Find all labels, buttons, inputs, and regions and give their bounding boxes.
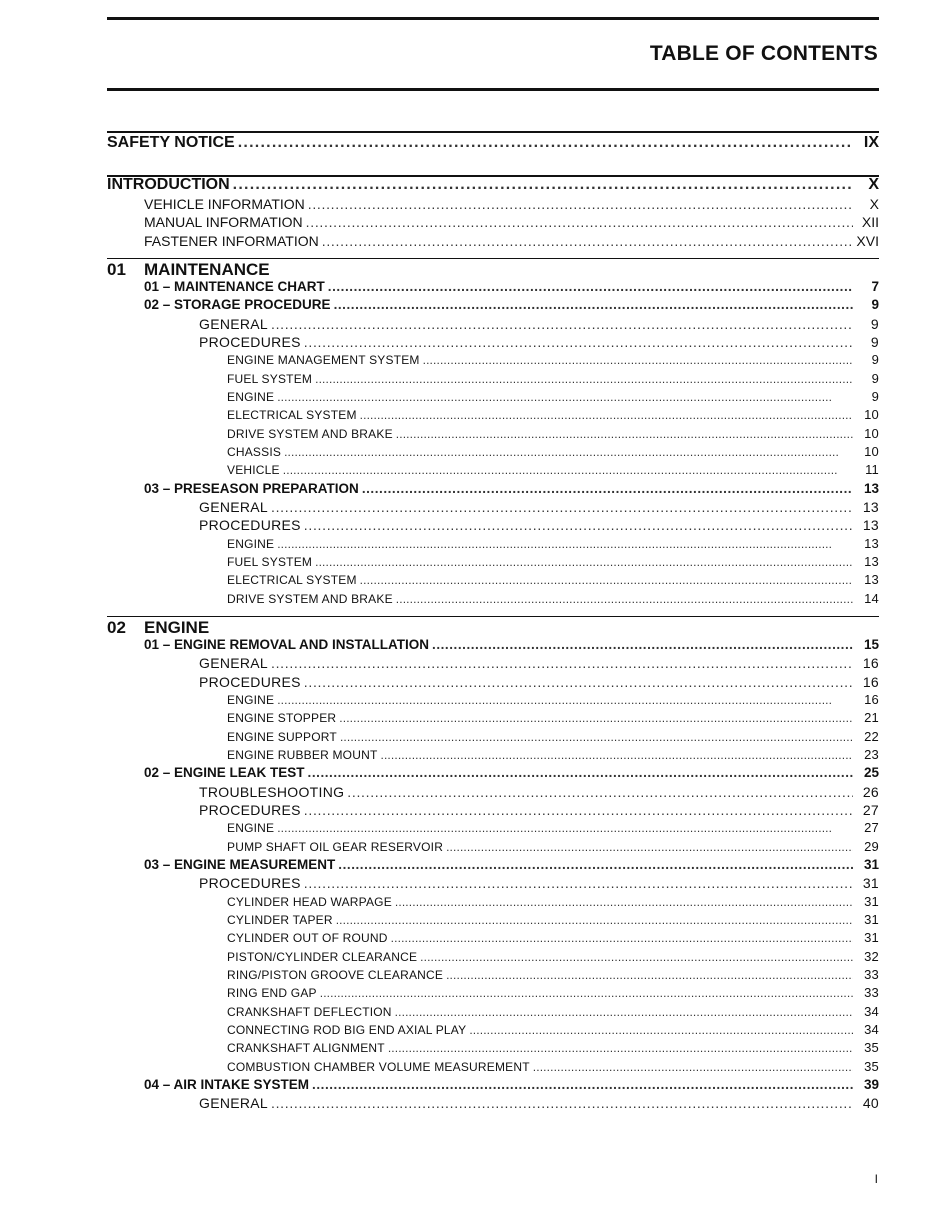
dot-leader <box>395 895 853 909</box>
toc-entry <box>0 1004 879 1019</box>
toc-entry-page: 14 <box>864 590 879 606</box>
toc-entry-page: 25 <box>863 765 879 781</box>
dot-leader <box>388 1041 853 1055</box>
dot-leader <box>304 802 853 818</box>
toc-entry <box>0 894 879 909</box>
toc-entry-page: 34 <box>864 1003 879 1019</box>
toc-entry-page: 33 <box>864 966 879 982</box>
toc-entry-page: 13 <box>864 572 879 588</box>
dot-leader <box>277 390 853 404</box>
toc-entry-title: PROCEDURES <box>199 875 301 892</box>
section-number: 01 <box>107 259 126 279</box>
toc-entry-page: 34 <box>864 1021 879 1037</box>
toc-entry-title: PROCEDURES <box>199 517 301 534</box>
dot-leader <box>277 693 853 707</box>
section-title: MAINTENANCE <box>144 259 270 279</box>
toc-entry <box>0 729 879 744</box>
toc-entry-page: 31 <box>864 930 879 946</box>
toc-entry-page: 26 <box>862 783 879 800</box>
dot-leader <box>320 986 853 1000</box>
toc-entry <box>0 444 879 459</box>
toc-entry <box>0 655 879 671</box>
toc-entry <box>0 1077 879 1092</box>
toc-entry-title: ENGINE MANAGEMENT SYSTEM <box>227 353 420 368</box>
toc-entry-page: 15 <box>863 636 879 652</box>
section-heading <box>107 260 270 280</box>
toc-entry <box>0 765 879 780</box>
toc-entry-page: 31 <box>864 893 879 909</box>
toc-entry <box>0 426 879 441</box>
toc-entry-page: 31 <box>864 911 879 927</box>
toc-entry <box>0 196 879 212</box>
toc-entry <box>0 536 879 551</box>
dot-leader <box>339 711 853 725</box>
toc-entry-title: 01 – ENGINE REMOVAL AND INSTALLATION <box>144 636 430 652</box>
section-heading <box>107 618 209 638</box>
toc-entry <box>0 839 879 854</box>
toc-entry-title: VEHICLE INFORMATION <box>144 196 305 212</box>
toc-entry-page: IX <box>863 134 879 151</box>
toc-entry-title: 03 – PRESEASON PREPARATION <box>144 480 359 496</box>
toc-entry <box>0 407 879 422</box>
dot-leader <box>304 875 853 891</box>
toc-entry <box>0 334 879 350</box>
toc-entry-title: CRANKSHAFT DEFLECTION <box>227 1004 392 1019</box>
toc-entry-page: 33 <box>864 985 879 1001</box>
toc-entry <box>0 784 879 800</box>
toc-entry-title: ENGINE STOPPER <box>227 711 337 726</box>
dot-leader <box>360 408 853 422</box>
toc-entry-title: COMBUSTION CHAMBER VOLUME MEASUREMENT <box>227 1059 530 1074</box>
toc-entry <box>0 820 879 835</box>
toc-entry-title: FUEL SYSTEM <box>227 554 313 569</box>
toc-entry <box>0 371 879 386</box>
toc-entry-page: 9 <box>871 370 879 386</box>
toc-entry-page: 16 <box>864 691 879 707</box>
toc-entry-title: FUEL SYSTEM <box>227 371 313 386</box>
dot-leader <box>396 427 853 441</box>
dot-leader <box>277 537 853 551</box>
dot-leader <box>347 784 853 800</box>
toc-entry-page: 13 <box>863 480 879 496</box>
toc-entry <box>0 572 879 587</box>
toc-entry <box>0 279 879 294</box>
toc-entry <box>0 802 879 818</box>
dot-leader <box>420 950 853 964</box>
toc-entry-title: PUMP SHAFT OIL GEAR RESERVOIR <box>227 839 444 854</box>
toc-entry-page: 31 <box>863 856 879 872</box>
toc-entry <box>0 1059 879 1074</box>
dot-leader <box>338 857 853 872</box>
toc-entry-title: DRIVE SYSTEM AND BRAKE <box>227 591 393 606</box>
toc-entry-title: RING END GAP <box>227 986 317 1001</box>
dot-leader <box>315 555 853 569</box>
toc-entry-page: 9 <box>871 297 879 313</box>
toc-entry-page: 10 <box>864 425 879 441</box>
section-rule <box>107 258 879 260</box>
dot-leader <box>308 196 853 212</box>
dot-leader <box>271 316 853 332</box>
dot-leader <box>423 353 853 367</box>
toc-entry <box>0 637 879 652</box>
toc-entry <box>0 517 879 533</box>
toc-entry-title: MANUAL INFORMATION <box>144 214 303 231</box>
toc-entry <box>0 930 879 945</box>
toc-entry-title: INTRODUCTION <box>107 176 230 193</box>
section-number: 02 <box>107 617 126 637</box>
dot-leader <box>469 1023 853 1037</box>
toc-entry-title: ELECTRICAL SYSTEM <box>227 573 357 588</box>
toc-entry-title: PISTON/CYLINDER CLEARANCE <box>227 949 418 964</box>
toc-entry-title: CYLINDER OUT OF ROUND <box>227 931 388 946</box>
toc-entry-page: 13 <box>862 517 879 534</box>
toc-entry-title: GENERAL <box>199 498 269 515</box>
toc-entry <box>0 134 879 152</box>
toc-entry-page: 10 <box>864 443 879 459</box>
toc-entry <box>0 912 879 927</box>
toc-entry-page: 27 <box>862 801 879 818</box>
toc-entry-title: ENGINE <box>227 692 275 707</box>
toc-entry <box>0 499 879 515</box>
dot-leader <box>446 840 853 854</box>
toc-entry-page: 16 <box>862 673 879 690</box>
dot-leader <box>362 481 853 496</box>
toc-entry-page: 32 <box>864 948 879 964</box>
toc-entry-title: DRIVE SYSTEM AND BRAKE <box>227 426 393 441</box>
toc-entry-page: 23 <box>864 746 879 762</box>
toc-entry-page: 22 <box>864 728 879 744</box>
toc-entry-title: CYLINDER TAPER <box>227 912 333 927</box>
toc-entry-page: X <box>869 196 879 212</box>
dot-leader <box>315 372 853 386</box>
dot-leader <box>533 1060 853 1074</box>
dot-leader <box>271 1095 853 1111</box>
toc-entry-page: 13 <box>864 553 879 569</box>
toc-entry-title: TROUBLESHOOTING <box>199 783 345 800</box>
toc-entry-title: 02 – ENGINE LEAK TEST <box>144 765 305 781</box>
toc-entry <box>0 747 879 762</box>
toc-entry <box>0 1040 879 1055</box>
toc-entry-page: X <box>868 176 879 193</box>
toc-entry-page: XII <box>861 214 879 231</box>
toc-entry <box>0 316 879 332</box>
toc-entry-title: ENGINE SUPPORT <box>227 729 337 744</box>
dot-leader <box>446 968 853 982</box>
toc-entry-title: ENGINE <box>227 389 275 404</box>
toc-entry-title: GENERAL <box>199 655 269 672</box>
toc-entry <box>0 949 879 964</box>
dot-leader <box>277 821 853 835</box>
toc-entry-title: SAFETY NOTICE <box>107 134 235 151</box>
toc-entry-page: 40 <box>862 1095 879 1112</box>
toc-entry <box>0 710 879 725</box>
dot-leader <box>340 730 853 744</box>
dot-leader <box>238 134 853 152</box>
toc-entry <box>0 875 879 891</box>
toc-entry-title: ENGINE <box>227 536 275 551</box>
toc-entry-title: RING/PISTON GROOVE CLEARANCE <box>227 967 444 982</box>
toc-entry-title: 02 – STORAGE PROCEDURE <box>144 297 331 313</box>
toc-entry-page: 31 <box>862 875 879 892</box>
toc-entry-title: CONNECTING ROD BIG END AXIAL PLAY <box>227 1022 467 1037</box>
toc-entry-page: 10 <box>864 407 879 423</box>
toc-entry-title: PROCEDURES <box>199 333 301 350</box>
section-rule <box>107 616 879 618</box>
toc-entry-page: 21 <box>864 710 879 726</box>
toc-entry <box>0 233 879 249</box>
toc-entry-page: 9 <box>870 315 879 332</box>
toc-entry <box>0 1095 879 1111</box>
section-title: ENGINE <box>144 617 210 637</box>
toc-entry-title: ENGINE RUBBER MOUNT <box>227 747 378 762</box>
toc-entry <box>0 389 879 404</box>
dot-leader <box>308 765 853 780</box>
toc-entry <box>0 176 879 194</box>
toc-entry-page: 27 <box>864 820 879 836</box>
toc-entry <box>0 674 879 690</box>
toc-entry <box>0 985 879 1000</box>
dot-leader <box>322 233 853 249</box>
dot-leader <box>380 748 853 762</box>
toc-entry-title: 01 – MAINTENANCE CHART <box>144 278 325 294</box>
toc-entry-page: 35 <box>864 1058 879 1074</box>
dot-leader <box>284 445 853 459</box>
toc-entry-page: 39 <box>863 1076 879 1092</box>
toc-entry <box>0 692 879 707</box>
toc-entry-page: XVI <box>856 232 879 249</box>
toc-entry-page: 29 <box>864 838 879 854</box>
toc-entry-page: 13 <box>862 498 879 515</box>
toc-entry <box>0 214 879 230</box>
dot-leader <box>432 637 853 652</box>
toc-entry-title: CRANKSHAFT ALIGNMENT <box>227 1041 385 1056</box>
toc-entry-page: 9 <box>871 352 879 368</box>
toc-entry-title: VEHICLE <box>227 463 280 478</box>
toc-entry <box>0 481 879 496</box>
toc-entry <box>0 967 879 982</box>
dot-leader <box>271 655 853 671</box>
toc-entry-title: GENERAL <box>199 1095 269 1112</box>
toc-entry-title: 03 – ENGINE MEASUREMENT <box>144 856 336 872</box>
toc-entry-title: PROCEDURES <box>199 673 301 690</box>
dot-leader <box>304 517 853 533</box>
dot-leader <box>396 592 853 606</box>
toc-entry-title: CYLINDER HEAD WARPAGE <box>227 894 392 909</box>
toc-entry-title: GENERAL <box>199 315 269 332</box>
page-number: I <box>874 1172 878 1186</box>
toc-entry-title: PROCEDURES <box>199 801 301 818</box>
toc-entry-page: 11 <box>865 462 879 478</box>
dot-leader <box>334 297 853 312</box>
dot-leader <box>336 913 853 927</box>
dot-leader <box>304 674 853 690</box>
toc-entry-page: 7 <box>871 278 879 294</box>
section-rule <box>107 175 879 177</box>
toc-entry-page: 13 <box>864 535 879 551</box>
toc-entry-page: 9 <box>870 333 879 350</box>
dot-leader <box>312 1077 853 1092</box>
dot-leader <box>328 279 853 294</box>
toc-entry-title: ENGINE <box>227 821 275 836</box>
dot-leader <box>304 334 853 350</box>
page-title: TABLE OF CONTENTS <box>649 42 878 65</box>
toc-entry-title: 04 – AIR INTAKE SYSTEM <box>144 1076 310 1092</box>
dot-leader <box>233 176 853 194</box>
toc-entry-title: FASTENER INFORMATION <box>144 232 319 249</box>
toc-entry-page: 16 <box>862 655 879 672</box>
toc-entry <box>0 297 879 312</box>
dot-leader <box>391 931 853 945</box>
toc-entry-title: ELECTRICAL SYSTEM <box>227 408 357 423</box>
toc-entry <box>0 554 879 569</box>
dot-leader <box>395 1005 853 1019</box>
toc-entry <box>0 462 879 477</box>
dot-leader <box>360 573 853 587</box>
dot-leader <box>306 214 853 230</box>
toc-entry-page: 9 <box>871 388 879 404</box>
toc-entry <box>0 352 879 367</box>
toc-entry <box>0 591 879 606</box>
dot-leader <box>271 499 853 515</box>
toc-entry <box>0 857 879 872</box>
dot-leader <box>283 463 853 477</box>
toc-entry-page: 35 <box>864 1040 879 1056</box>
toc-entry <box>0 1022 879 1037</box>
toc-entry-title: CHASSIS <box>227 444 282 459</box>
